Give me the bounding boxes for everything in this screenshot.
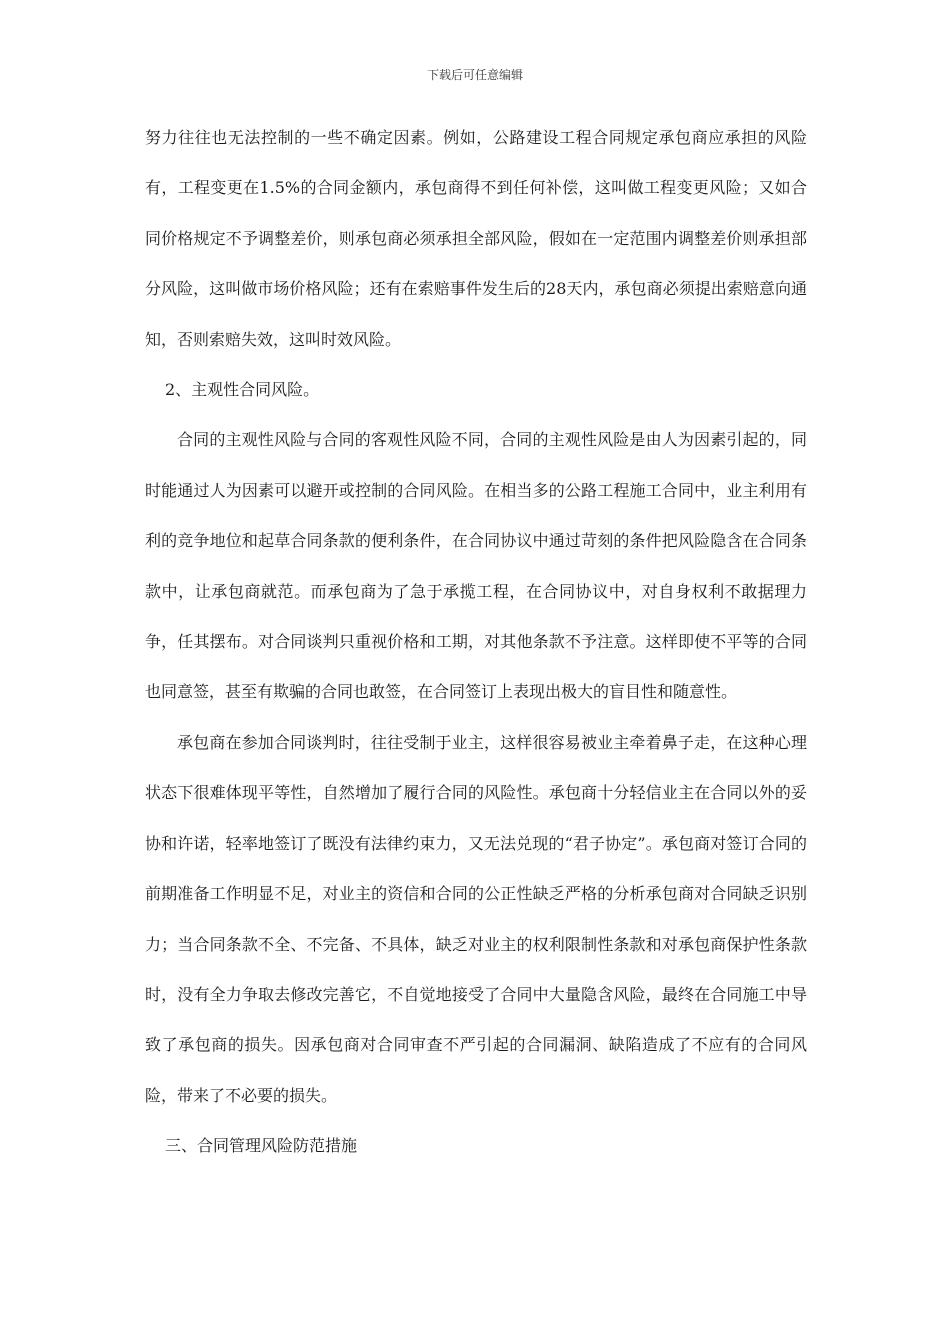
- paragraph-subjective-risk: 合同的主观性风险与合同的客观性风险不同，合同的主观性风险是由人为因素引起的，同时能通过人为因素可以避开或控制的合同风险。在相当多的公路工程施工合同中，业主利用有利的竞争地位和起草合同条款的便利条件，在合同协议中通过苛刻的条件把风险隐含在合同条款中，让承包商就范。而承包商为了急于承揽工程，在合同协议中，对自身权利不敢据理力争，任其摆布。对合同谈判只重视价格和工期，对其他条款不予注意。这样即使不平等的合同也同意签，甚至有欺骗的合同也敢签，在合同签订上表现出极大的盲目性和随意性。: [145, 430, 807, 702]
- paragraph-continuation: 努力往往也无法控制的一些不确定因素。例如，公路建设工程合同规定承包商应承担的风险有，工程变更在1.5%的合同金额内，承包商得不到任何补偿，这叫做工程变更风险；又如合同价格规定不予调整差价，则承包商必须承担全部风险，假如在一定范围内调整差价则承担部分风险，这叫做市场价格风险；还有在索赔事件发生后的28天内，承包商必须提出索赔意向通知，否则索赔失效，这叫时效风险。: [145, 128, 807, 349]
- section-heading-subjective-risk: 2、主观性合同风险。: [165, 380, 320, 400]
- paragraph-contractor-negotiation: 承包商在参加合同谈判时，往往受制于业主，这样很容易被业主牵着鼻子走，在这种心理状态下很难体现平等性，自然增加了履行合同的风险性。承包商十分轻信业主在合同以外的妥协和许诺，轻率地签订了既没有法律约束力，又无法兑现的“君子协定”。承包商对签订合同的前期准备工作明显不足，对业主的资信和合同的公正性缺乏严格的分析承包商对合同缺乏识别力；当合同条款不全、不完备、不具体，缺乏对业主的权利限制性条款和对承包商保护性条款时，没有全力争取去修改完善它，不自觉地接受了合同中大量隐含风险，最终在合同施工中导致了承包商的损失。因承包商对合同审查不严引起的合同漏洞、缺陷造成了不应有的合同风险，带来了不必要的损失。: [145, 732, 807, 1105]
- section-heading-prevention-measures: 三、合同管理风险防范措施: [165, 1136, 358, 1156]
- document-body: [145, 113, 807, 1172]
- page-header: 下载后可任意编辑: [426, 68, 523, 82]
